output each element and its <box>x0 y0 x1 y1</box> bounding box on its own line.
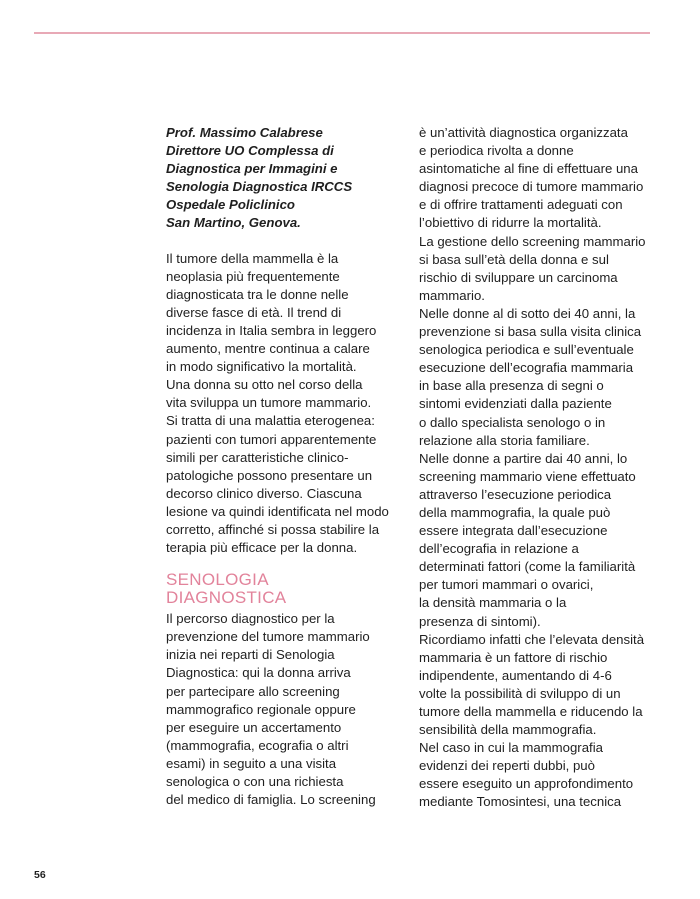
text-line: La gestione dello screening mammario <box>419 233 646 249</box>
text-line: per partecipare allo screening <box>166 683 340 699</box>
left-column <box>166 124 400 809</box>
text-line: diagnosticata tra le donne nelle <box>166 286 349 302</box>
text-line: mammografico regionale oppure <box>166 701 356 717</box>
text-line: per eseguire un accertamento <box>166 719 342 735</box>
text-line: o dallo specialista senologo o in <box>419 414 606 430</box>
author-line: Ospedale Policlinico <box>166 197 295 213</box>
text-line: Si tratta di una malattia eterogenea: <box>166 413 375 429</box>
text-line: Il tumore della mammella è la <box>166 250 339 266</box>
text-line: relazione alla storia familiare. <box>419 432 590 448</box>
author-line: Diagnostica per Immagini e <box>166 161 338 177</box>
heading-line: DIAGNOSTICA <box>166 587 287 607</box>
text-line: screening mammario viene effettuato <box>419 468 636 484</box>
text-line: esami) in seguito a una visita <box>166 755 337 771</box>
text-line: la densità mammaria o la <box>419 595 567 611</box>
text-line: si basa sull’età della donna e sul <box>419 251 609 267</box>
text-line: (mammografia, ecografia o altri <box>166 737 349 753</box>
text-line: patologiche possono presentare un <box>166 467 373 483</box>
text-line: in base alla presenza di segni o <box>419 378 604 394</box>
author-block <box>166 124 400 233</box>
text-line: pazienti con tumori apparentemente <box>166 431 377 447</box>
text-line: senologica periodica e sull’eventuale <box>419 342 634 358</box>
text-line: essere eseguito un approfondimento <box>419 776 634 792</box>
text-line: l’obiettivo di ridurre la mortalità. <box>419 215 602 231</box>
page-number: 56 <box>34 869 46 881</box>
text-line: simili per caratteristiche clinico- <box>166 449 349 465</box>
text-line: per tumori mammari o ovarici, <box>419 577 594 593</box>
section-heading <box>166 571 400 606</box>
text-line: Nel caso in cui la mammografia <box>419 740 603 756</box>
heading-line: SENOLOGIA <box>166 570 269 590</box>
text-line: determinati fattori (come la familiarità <box>419 559 636 575</box>
text-line: mammario. <box>419 287 485 303</box>
text-line: terapia più efficace per la donna. <box>166 540 358 556</box>
text-line: essere integrata dall’esecuzione <box>419 523 608 539</box>
text-line: e di offrire trattamenti adeguati con <box>419 197 623 213</box>
text-line: in modo significativo la mortalità. <box>166 359 357 375</box>
text-line: mammaria è un fattore di rischio <box>419 649 608 665</box>
top-rule <box>34 32 650 34</box>
text-line: mediante Tomosintesi, una tecnica <box>419 794 622 810</box>
text-line: Nelle donne a partire dai 40 anni, lo <box>419 450 628 466</box>
text-line: e periodica rivolta a donne <box>419 143 574 159</box>
text-line: Ricordiamo infatti che l’elevata densità <box>419 631 645 647</box>
text-line: vita sviluppa un tumore mammario. <box>166 395 372 411</box>
text-line: prevenzione si basa sulla visita clinica <box>419 324 642 340</box>
text-line: neoplasia più frequentemente <box>166 268 340 284</box>
text-line: volte la possibilità di sviluppo di un <box>419 685 621 701</box>
text-line: decorso clinico diverso. Ciascuna <box>166 485 362 501</box>
text-line: diverse fasce di età. Il trend di <box>166 304 342 320</box>
text-line: senologica o con una richiesta <box>166 774 344 789</box>
text-line: esecuzione dell’ecografia mammaria <box>419 360 634 376</box>
text-line: tumore della mammella e riducendo la <box>419 704 643 719</box>
text-line: attraverso l’esecuzione periodica <box>419 486 612 502</box>
text-line: sensibilità della mammografia. <box>419 722 597 738</box>
intro-paragraph <box>166 250 400 558</box>
text-line: rischio di sviluppare un carcinoma <box>419 269 618 285</box>
text-line: Diagnostica: qui la donna arriva <box>166 665 351 681</box>
author-line: Prof. Massimo Calabrese <box>166 125 323 140</box>
section-paragraph <box>166 610 400 809</box>
text-line: dell’ecografia in relazione a <box>419 541 579 557</box>
text-line: prevenzione del tumore mammario <box>166 629 370 645</box>
text-line: inizia nei reparti di Senologia <box>166 647 335 663</box>
text-line: Una donna su otto nel corso della <box>166 377 363 393</box>
author-line: Senologia Diagnostica IRCCS <box>166 179 353 195</box>
text-line: Nelle donne al di sotto dei 40 anni, la <box>419 305 636 321</box>
text-line: presenza di sintomi). <box>419 613 541 629</box>
text-line: diagnosi precoce di tumore mammario <box>419 179 644 195</box>
text-line: corretto, affinché si possa stabilire la <box>166 521 380 537</box>
right-column <box>419 124 659 812</box>
text-line: evidenzi dei reperti dubbi, può <box>419 758 595 774</box>
author-line: Direttore UO Complessa di <box>166 143 334 159</box>
text-line: Il percorso diagnostico per la <box>166 611 335 627</box>
text-line: del medico di famiglia. Lo screening <box>166 792 376 808</box>
text-line: indipendente, aumentando di 4-6 <box>419 667 612 683</box>
text-line: incidenza in Italia sembra in leggero <box>166 322 377 338</box>
text-line: sintomi evidenziati dalla paziente <box>419 396 612 412</box>
text-line: aumento, mentre continua a calare <box>166 341 370 357</box>
spacer <box>166 233 400 250</box>
text-line: asintomatiche al fine di effettuare una <box>419 161 638 177</box>
text-line: della mammografia, la quale può <box>419 504 611 520</box>
author-line: San Martino, Genova. <box>166 215 301 231</box>
text-line: è un’attività diagnostica organizzata <box>419 125 628 140</box>
text-line: lesione va quindi identificata nel modo <box>166 503 389 519</box>
